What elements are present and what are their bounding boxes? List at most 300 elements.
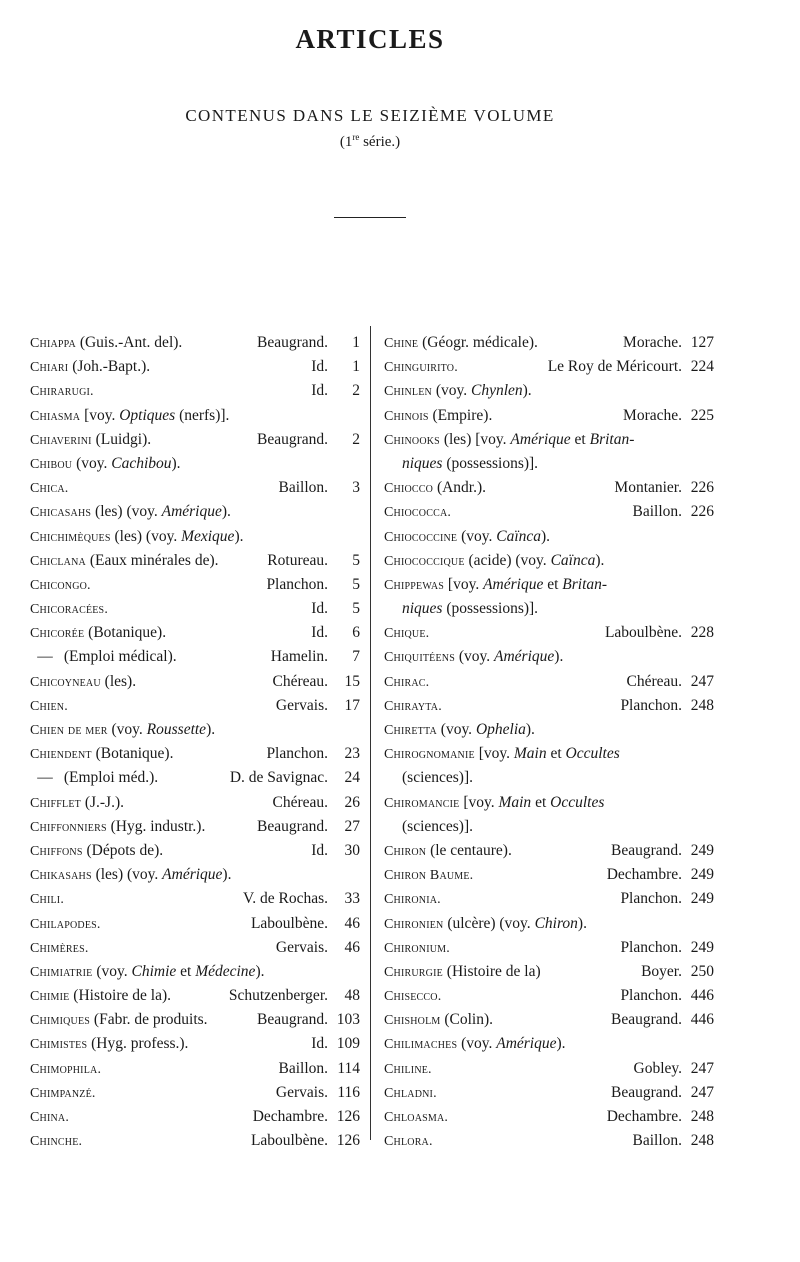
entry-name: — <box>37 648 53 666</box>
entry-author: Dechambre. <box>606 866 682 884</box>
entry-name: Chiline. <box>384 1061 432 1077</box>
entry-author: Beaugrand. <box>256 334 328 351</box>
index-entry <box>384 573 714 597</box>
entry-text <box>30 355 305 380</box>
entry-page: 114 <box>337 1059 360 1077</box>
entry-name: Chippewas <box>384 577 445 593</box>
index-entry <box>30 645 360 669</box>
entry-text <box>30 404 322 429</box>
entry-name: Chifflet <box>30 795 81 811</box>
entry-page: 248 <box>690 1108 714 1125</box>
entry-text <box>402 815 676 839</box>
entry-text <box>384 670 620 695</box>
entry-page: 15 <box>344 672 360 690</box>
entry-page: 23 <box>344 745 360 763</box>
index-entry <box>384 1008 714 1032</box>
entry-description: (voy. Ophelia). <box>440 721 535 738</box>
entry-page: 3 <box>352 479 360 497</box>
entry-text <box>30 1081 270 1106</box>
entry-page: 126 <box>336 1132 360 1150</box>
entry-name: Chibou <box>30 456 73 472</box>
entry-page: 249 <box>690 890 714 908</box>
entry-description: (voy. Chimie et Médecine). <box>96 962 265 980</box>
entry-author: Baillon. <box>278 479 328 497</box>
entry-page: 30 <box>344 841 360 859</box>
entry-description: (Colin). <box>444 1011 494 1029</box>
entry-author: Dechambre. <box>252 1108 328 1125</box>
page-title: ARTICLES <box>295 24 445 54</box>
entry-page: 225 <box>690 406 714 424</box>
index-entry <box>384 1081 714 1105</box>
index-entry <box>384 355 714 379</box>
entry-author: Id. <box>311 1035 328 1053</box>
entry-author: Planchon. <box>620 696 682 714</box>
entry-text <box>384 621 599 646</box>
index-entry <box>384 839 714 863</box>
entry-text <box>30 1008 251 1033</box>
entry-name: Chili. <box>30 892 65 908</box>
entry-author: Chéreau. <box>272 672 328 690</box>
index-entry <box>30 912 360 936</box>
entry-text <box>384 379 676 404</box>
entry-page: 17 <box>344 696 360 714</box>
entry-name: Chirarugi. <box>30 384 94 400</box>
entry-name: Chinlen <box>384 384 432 400</box>
index-entry <box>30 597 360 621</box>
entry-page: 116 <box>337 1083 360 1101</box>
entry-author: Le Roy de Méricourt. <box>547 358 682 376</box>
entry-description: (Eaux minérales de). <box>89 551 219 569</box>
entry-name: Chiococcine <box>384 529 458 545</box>
entry-description: niques (possessions)]. <box>402 454 539 472</box>
entry-page: 48 <box>344 987 360 1005</box>
entry-name: Chinois <box>384 408 429 424</box>
index-entry <box>30 984 360 1008</box>
entry-page: 249 <box>690 841 714 859</box>
entry-name: Chirac. <box>384 674 430 690</box>
entry-page: 249 <box>690 866 714 884</box>
entry-text <box>30 476 272 501</box>
entry-name: Chiromancie <box>384 795 460 811</box>
entry-text <box>384 863 601 888</box>
entry-text <box>30 331 251 356</box>
entry-description: (ulcère) (voy. Chiron). <box>447 914 587 932</box>
page-subtitle: CONTENUS DANS LE SEIZIÈME VOLUME <box>185 106 555 125</box>
entry-description: niques (possessions)]. <box>402 600 539 618</box>
entry-name: Chilimaches <box>384 1037 458 1053</box>
entry-name: Chisecco. <box>384 989 442 1005</box>
entry-name: Chimiatrie <box>30 964 93 980</box>
entry-name: Chiffons <box>30 843 83 859</box>
entry-description: (Hyg. profess.). <box>91 1035 189 1053</box>
entry-text <box>384 936 614 961</box>
entry-author: Planchon. <box>620 890 682 908</box>
entry-page: 226 <box>690 503 714 521</box>
index-entry <box>384 404 714 428</box>
entry-description: [voy. Main et Occultes <box>463 793 605 811</box>
entry-description: (Emploi médical). <box>63 648 177 666</box>
index-entry <box>30 960 360 984</box>
entry-name: Chimiques <box>30 1013 91 1029</box>
entry-description: (voy. Amérique). <box>458 648 564 666</box>
entry-text <box>30 1057 272 1082</box>
entry-name: Chinooks <box>384 432 440 448</box>
entry-page: 1 <box>352 334 360 351</box>
entry-name: Chiquitéens <box>384 650 455 666</box>
entry-author: Beaugrand. <box>256 430 328 448</box>
index-entry <box>30 1032 360 1056</box>
index-entry <box>30 379 360 403</box>
entry-author: Id. <box>311 841 328 859</box>
entry-text <box>384 476 608 501</box>
entry-author: Id. <box>311 624 328 642</box>
index-entry <box>384 597 714 621</box>
entry-author: D. de Savignac. <box>229 769 328 787</box>
entry-author: Morache. <box>623 334 682 351</box>
entry-description: (voy. Amérique). <box>461 1035 566 1053</box>
entry-name: Chikasahs <box>30 868 92 884</box>
index-entry <box>384 887 714 911</box>
entry-author: Rotureau. <box>267 551 328 569</box>
index-entry <box>384 500 714 524</box>
entry-text <box>30 670 266 695</box>
entry-description: (Guis.-Ant. del). <box>79 334 183 351</box>
entry-text <box>384 718 676 743</box>
entry-name: Chien. <box>30 698 68 714</box>
entry-page: 103 <box>336 1011 360 1029</box>
entry-page: 126 <box>336 1108 360 1125</box>
entry-name: Chicoracées. <box>30 602 109 618</box>
index-entry <box>384 452 714 476</box>
index-entry <box>30 621 360 645</box>
entry-text <box>30 815 251 840</box>
entry-name: Chirurgie <box>384 964 443 980</box>
entry-author: Hamelin. <box>270 648 328 666</box>
entry-name: Chichimèques <box>30 529 111 545</box>
entry-text <box>30 621 305 646</box>
entry-text <box>384 1129 626 1154</box>
entry-name: Chicoyneau <box>30 674 101 690</box>
entry-name: Chimpanzé. <box>30 1085 96 1101</box>
entry-text <box>30 984 223 1009</box>
entry-description: [voy. Optiques (nerfs)]. <box>84 406 230 424</box>
entry-description: (les) (voy. Amérique). <box>95 503 231 521</box>
entry-text <box>30 863 322 888</box>
entry-text <box>384 912 676 937</box>
entry-name: Chimie <box>30 989 70 1005</box>
entry-name: Chironia. <box>384 892 441 908</box>
entry-text <box>30 694 270 719</box>
right-column <box>384 331 714 1153</box>
entry-author: Planchon. <box>620 938 682 956</box>
entry-author: Laboulbène. <box>604 624 682 642</box>
entry-author: Beaugrand. <box>256 817 328 835</box>
entry-text <box>30 452 322 477</box>
entry-text <box>402 766 676 790</box>
index-entry <box>30 1129 360 1153</box>
series-open: (1 <box>339 134 353 150</box>
index-entry <box>384 718 714 742</box>
entry-name: Chine <box>384 336 419 351</box>
entry-name: Chironium. <box>384 940 450 956</box>
entry-name: Chladni. <box>384 1085 437 1101</box>
index-entry <box>30 1057 360 1081</box>
entry-text <box>384 1081 605 1106</box>
index-entry <box>384 912 714 936</box>
entry-name: Chica. <box>30 481 69 497</box>
entry-name: Chicasahs <box>30 505 92 521</box>
index-entry <box>384 645 714 669</box>
entry-text <box>30 718 322 743</box>
entry-page: 5 <box>352 575 360 593</box>
entry-description: (Histoire de la) <box>446 962 541 980</box>
entry-text <box>30 791 266 816</box>
entry-author: Gervais. <box>275 938 328 956</box>
entry-description: (acide) (voy. Caïnca). <box>468 551 605 569</box>
entry-text <box>30 912 245 937</box>
entry-description: (J.-J.). <box>84 793 125 811</box>
entry-page: 247 <box>690 1059 714 1077</box>
entry-description: (sciences)]. <box>402 817 473 835</box>
entry-name: Chimistes <box>30 1037 88 1053</box>
entry-page: 228 <box>690 624 714 642</box>
entry-page: 2 <box>352 382 360 400</box>
entry-author: Baillon. <box>632 1132 682 1150</box>
entry-text <box>30 936 270 961</box>
entry-page: 33 <box>344 890 360 908</box>
entry-author: Chéreau. <box>272 793 328 811</box>
index-entry <box>384 960 714 984</box>
index-entry <box>30 525 360 549</box>
entry-name: Chirognomanie <box>384 747 475 763</box>
index-entry <box>30 1105 360 1129</box>
entry-description: (les) (voy. Mexique). <box>114 527 244 545</box>
index-entry <box>384 815 714 839</box>
entry-author: Dechambre. <box>606 1108 682 1125</box>
entry-page: 6 <box>352 624 360 642</box>
index-entry <box>30 791 360 815</box>
entry-author: Baillon. <box>632 503 682 521</box>
entry-description: (voy. Chynlen). <box>435 382 532 400</box>
entry-description: [voy. Main et Occultes <box>478 745 620 763</box>
entry-text <box>30 597 305 622</box>
entry-description: (Joh.-Bapt.). <box>72 358 151 376</box>
entry-description: (les) (voy. Amérique). <box>95 866 232 884</box>
entry-page: 446 <box>690 1011 714 1029</box>
entry-text <box>384 500 626 525</box>
entry-text <box>384 1008 605 1033</box>
entry-page: 248 <box>690 696 714 714</box>
series-close: série.) <box>359 134 401 150</box>
index-entry <box>384 621 714 645</box>
entry-description: (Andr.). <box>436 479 487 497</box>
index-entry <box>384 549 714 573</box>
entry-text <box>30 766 224 790</box>
entry-text <box>384 791 676 816</box>
entry-page: 248 <box>690 1132 714 1150</box>
index-entry <box>30 428 360 452</box>
entry-name: Chinche. <box>30 1134 83 1150</box>
index-entry <box>30 887 360 911</box>
entry-page: 26 <box>344 793 360 811</box>
entry-name: Chiron Baume. <box>384 868 474 884</box>
entry-description: (Emploi méd.). <box>63 769 159 787</box>
index-entry <box>30 476 360 500</box>
entry-text <box>384 742 676 767</box>
entry-text <box>30 1129 245 1154</box>
entry-description: (Hyg. industr.). <box>110 817 206 835</box>
index-entry <box>384 1032 714 1056</box>
entry-description: (voy. Roussette). <box>111 721 216 738</box>
entry-text <box>384 645 676 670</box>
entry-page: 2 <box>352 430 360 448</box>
entry-text <box>30 549 261 574</box>
index-entry <box>30 718 360 742</box>
entry-text <box>384 549 676 574</box>
entry-text <box>384 355 542 380</box>
index-entry <box>30 404 360 428</box>
index-entry <box>384 984 714 1008</box>
index-entry <box>384 331 714 355</box>
entry-text <box>384 1057 628 1082</box>
entry-text <box>384 1032 676 1057</box>
entry-name: Chiappa <box>30 336 76 351</box>
entry-page: 1 <box>352 358 360 376</box>
entry-name: Chiclana <box>30 553 86 569</box>
entry-text <box>402 452 676 476</box>
entry-author: Beaugrand. <box>256 1011 328 1029</box>
entry-description: (Géogr. médicale). <box>422 334 538 351</box>
entry-name: Chiretta <box>384 723 437 738</box>
index-entry <box>384 1105 714 1129</box>
entry-page: 46 <box>344 914 360 932</box>
entry-text <box>30 428 251 453</box>
entry-page: 5 <box>352 551 360 569</box>
entry-author: Beaugrand. <box>610 841 682 859</box>
entry-text <box>384 404 617 429</box>
entry-text <box>30 573 260 598</box>
entry-author: Beaugrand. <box>610 1083 682 1101</box>
entry-author: Morache. <box>623 406 682 424</box>
index-entry <box>384 1129 714 1153</box>
entry-text <box>30 645 265 669</box>
entry-author: Boyer. <box>641 962 682 980</box>
entry-page: 250 <box>690 962 714 980</box>
entry-text <box>30 500 322 525</box>
index-entry <box>384 694 714 718</box>
entry-description: (Empire). <box>432 406 493 424</box>
index-entry <box>30 863 360 887</box>
entry-text <box>30 887 237 912</box>
index-entry <box>384 476 714 500</box>
series-sup: re <box>352 132 360 142</box>
entry-author: Montanier. <box>614 479 682 497</box>
entry-name: Chisholm <box>384 1013 441 1029</box>
index-entry <box>30 1081 360 1105</box>
entry-text <box>30 379 305 404</box>
entry-name: Chiron <box>384 843 427 859</box>
index-entry <box>30 549 360 573</box>
column-divider <box>370 326 371 1140</box>
entry-name: Chique. <box>384 626 430 642</box>
entry-author: Planchon. <box>266 575 328 593</box>
title-rule <box>334 217 406 218</box>
index-entry <box>384 428 714 452</box>
entry-name: Chimères. <box>30 940 89 956</box>
entry-name: Chloasma. <box>384 1110 449 1125</box>
entry-name: Chiari <box>30 360 69 376</box>
entry-author: Chéreau. <box>626 672 682 690</box>
entry-description: (Botanique). <box>95 745 174 763</box>
index-entry <box>384 766 714 790</box>
entry-description: (Dépots de). <box>86 841 164 859</box>
entry-author: Gervais. <box>275 1083 328 1101</box>
index-entry <box>30 1008 360 1032</box>
entry-text <box>384 428 676 453</box>
index-entry <box>30 500 360 524</box>
entry-page: 24 <box>344 769 360 787</box>
entry-name: Chiendent <box>30 747 92 763</box>
entry-page: 226 <box>690 479 714 497</box>
entry-page: 247 <box>690 1083 714 1101</box>
entry-name: Chien de mer <box>30 723 108 738</box>
entry-text <box>30 960 322 985</box>
entry-page: 27 <box>344 817 360 835</box>
entry-author: Baillon. <box>278 1059 328 1077</box>
entry-author: Laboulbène. <box>250 1132 328 1150</box>
entry-text <box>384 887 614 912</box>
entry-text <box>384 573 676 598</box>
entry-author: Schutzenberger. <box>228 987 328 1005</box>
index-entry <box>30 936 360 960</box>
entry-name: Chiaverini <box>30 432 92 448</box>
entry-name: Chirayta. <box>384 698 442 714</box>
entry-page: 249 <box>690 938 714 956</box>
entry-author: Planchon. <box>620 987 682 1005</box>
entry-text <box>384 1105 601 1130</box>
entry-page: 7 <box>352 648 360 666</box>
entry-name: Chiasma <box>30 408 81 424</box>
entry-name: China. <box>30 1110 70 1125</box>
entry-author: Id. <box>311 382 328 400</box>
entry-page: 224 <box>690 358 714 376</box>
index-entry <box>30 815 360 839</box>
entry-author: Gobley. <box>633 1059 682 1077</box>
index-entry <box>384 525 714 549</box>
index-entry <box>30 694 360 718</box>
entry-name: Chicorée <box>30 626 85 642</box>
entry-page: 446 <box>690 987 714 1005</box>
entry-author: Gervais. <box>275 696 328 714</box>
entry-description: (voy. Cachibou). <box>76 454 181 472</box>
index-entry <box>384 863 714 887</box>
entry-page: 247 <box>690 672 714 690</box>
entry-text <box>384 960 635 985</box>
entry-author: V. de Rochas. <box>243 890 328 908</box>
index-entry <box>30 355 360 379</box>
entry-page: 127 <box>690 334 714 351</box>
entry-name: Chiffonniers <box>30 819 107 835</box>
index-entry <box>384 670 714 694</box>
entry-name: Chironien <box>384 916 444 932</box>
entry-author: Id. <box>311 358 328 376</box>
entry-text <box>384 694 614 719</box>
entry-text <box>30 1032 305 1057</box>
entry-text <box>30 525 322 550</box>
entry-description: (le centaure). <box>430 841 512 859</box>
entry-text <box>402 597 676 621</box>
entry-description: (les) [voy. Amérique et Britan- <box>443 430 635 448</box>
